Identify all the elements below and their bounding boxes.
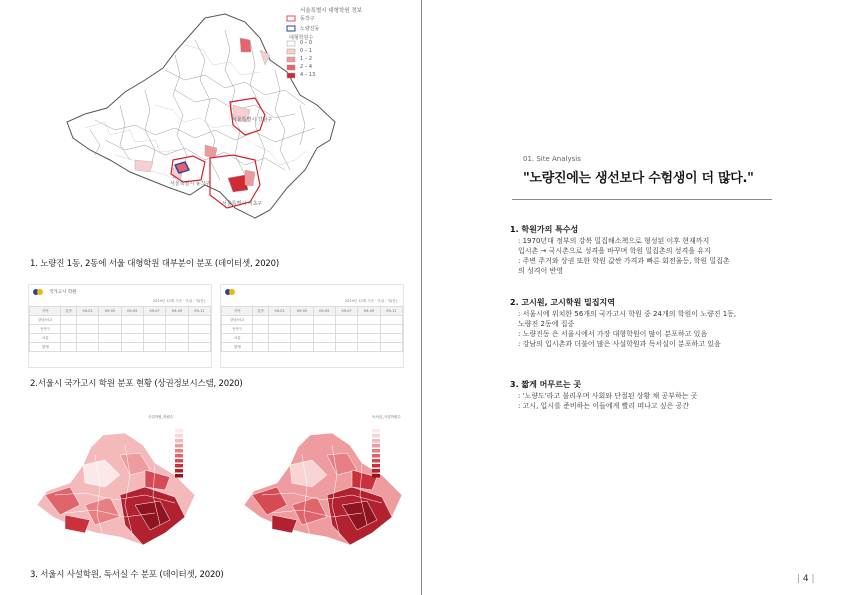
map1-legend-item: 동작구: [300, 16, 315, 22]
map-right-legend-title: 독서실_사설학원수: [372, 415, 401, 419]
map1-label-seocho: 서울특별시 서초구: [222, 201, 263, 207]
ramp-swatches: [175, 429, 183, 478]
page-divider: [421, 0, 422, 595]
page-number: | 4 |: [797, 574, 815, 584]
map-left-legend-title: 사설학원_학원수: [148, 415, 174, 419]
table-screenshot-right: [220, 284, 404, 368]
bullet-line: : 고시, 입시를 준비하는 이들에게 빨리 떠나고 싶은 공간: [518, 402, 690, 410]
caption-2: 2.서울시 국가고시 학원 분포 현황 (상권정보시스템, 2020): [30, 379, 243, 389]
bullet-line: : 강남의 입시촌과 더불어 많은 사설학원과 독서실이 분포하고 있음: [518, 340, 721, 348]
bullet-line: : 노량진동 은 서울시에서 가장 대형학원이 많이 분포하고 있음: [518, 330, 708, 338]
private-academy-map: [25, 425, 210, 555]
bullet-line: 입시촌 → 국시촌으로 성격을 바꾸며 학원 밀집촌의 성격을 유지: [518, 247, 711, 255]
logo-dot-yellow: [37, 289, 43, 295]
map1-legend-sub: 대형학원수: [289, 35, 314, 41]
reading-room-map: [232, 425, 417, 555]
map1-class-label: 0 – 1: [300, 48, 313, 54]
map1-class-label: 2 – 4: [300, 64, 313, 70]
section-body: [518, 309, 736, 349]
headline-rule: [512, 199, 772, 200]
page-headline: "노량진에는 생선보다 수험생이 더 많다.": [523, 171, 754, 186]
logo-dot-yellow: [229, 289, 235, 295]
bullet-line: : 주변 주거와 상권 또한 학원 값싼 가격과 빠른 회전율등, 학원 밀집촌: [518, 257, 730, 265]
map1-class-label: 1 – 2: [300, 56, 313, 62]
bullet-line: : 서울시에 위치한 56개의 국가고시 학원 중 24개의 학원이 노량진 1동,: [518, 310, 737, 318]
ramp-swatches: [372, 429, 380, 478]
map1-class-label: 0 – 0: [300, 40, 313, 46]
data-table: 지역 업종 09-01 09-03 09-05 09-07 09-09 09-11 강남/서초 동작구 서울 합계: [29, 306, 211, 352]
map1-legend-item: 노량진동: [300, 26, 320, 32]
table-note: 2019년 12월 기준 · 단위 : 개(동): [344, 299, 397, 303]
table-note: 2019년 12월 기준 · 단위 : 개(동): [152, 299, 205, 303]
section-body: [518, 391, 698, 411]
section-body: [518, 236, 730, 276]
data-table: 지역 업종 09-01 09-03 09-05 09-07 09-09 09-11 강남/서초 동작구 서울 합계: [221, 306, 403, 352]
map1-label-gangnam: 서울특별시 강남구: [232, 117, 273, 123]
bullet-line: : 1970년대 정부의 강북 밀집해소책으로 형성된 이후 현재까지: [518, 237, 710, 245]
page-number-value: 4: [802, 574, 809, 584]
bullet-line: 노량진 2동에 집중: [518, 320, 575, 328]
section-title: 1. 학원가의 특수성: [510, 225, 579, 234]
map1-legend-title: 서울특별시 대형학원 정보: [300, 8, 362, 14]
section-kicker: 01. Site Analysis: [523, 155, 581, 163]
caption-1: 1. 노량진 1동, 2동에 서울 대형학원 대부분이 분포 (데이터셋, 2020): [30, 259, 279, 269]
table-screenshot-left: [28, 284, 212, 368]
table-header-label: 국가고시 학원: [49, 290, 77, 295]
caption-3: 3. 서울시 사설학원, 독서실 수 분포 (데이터셋, 2020): [30, 570, 224, 580]
section-title: 2. 고시원, 고시학원 밀집지역: [510, 298, 616, 307]
bullet-line: : '노량도'라고 불리우며 사회와 단절된 상황 채 공부하는 곳: [518, 392, 698, 400]
map1-label-dongjak: 서울특별시 동작구: [170, 181, 211, 187]
map1-class-label: 4 – 13: [300, 72, 316, 78]
section-title: 3. 짧게 머무르는 곳: [510, 380, 582, 389]
bullet-line: 의 성격이 반영: [518, 267, 564, 275]
